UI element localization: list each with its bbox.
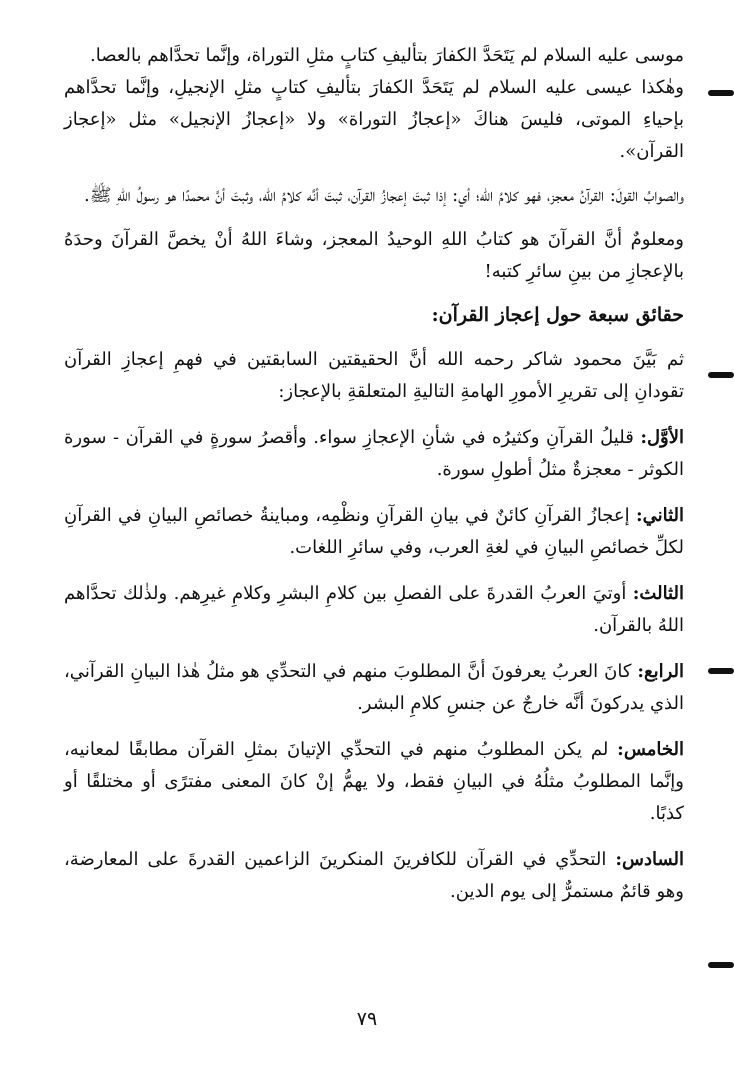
fact-fourth — [64, 656, 684, 720]
fact-label: الثالث: — [632, 583, 684, 604]
fact-label: الرابع: — [637, 661, 684, 682]
fact-fifth — [64, 734, 684, 830]
fact-third — [64, 578, 684, 642]
fact-text: لم يكن المطلوبُ منهم في التحدِّي الإتيانَ بمثلِ القرآن مطابقًا لمعانيه، وإنَّما المطلوبُ مثلُهُ في البيانِ فقط، ولا يهمُّ إنْ كانَ المعنى مفترًى أو مختلقًا أو كذبًا. — [64, 739, 684, 824]
edge-mark — [708, 962, 734, 968]
paragraph-correct-view: والصوابُ القولَ: القرآنُ معجز، فهو كلامُ الله؛ أي: إذا ثبتَ إعجازُ القرآن، ثبتَ أنَّه كلامُ الله، وثبتَ أنَّ محمدًا هو رسولُ اللهِ ﷺ. — [83, 185, 684, 206]
page-number: ٧٩ — [356, 1008, 378, 1030]
paragraph-known: ومعلومٌ أنَّ القرآنَ هو كتابُ اللهِ الوحيدُ المعجز، وشاءَ اللهُ أنْ يخصَّ القرآنَ وحدَهُ بالإعجازِ من بينِ سائرِ كتبه! — [64, 229, 684, 282]
page-body — [64, 40, 684, 908]
fact-text: إعجازُ القرآنِ كائنٌ في بيانِ القرآنِ ونظْمِه، ومباينةُ خصائصِ البيانِ في القرآنِ لكلِّ خصائصِ البيانِ في لغةِ العرب، وفي سائرِ اللغات. — [64, 505, 684, 558]
edge-mark — [708, 372, 734, 378]
fact-text: أوتيَ العربُ القدرةَ على الفصلِ بين كلامِ البشرِ وكلامِ غيرِهم. ولذٰلك تحدَّاهم اللهُ بالقرآن. — [64, 583, 684, 636]
fact-label: السادس: — [615, 849, 684, 870]
paragraph-jesus: وهٰكذا عيسى عليه السلام لم يَتَحَدَّ الكفارَ بتأليفِ كتابٍ مثلِ الإنجيلِ، وإنَّما تحدَّاهم بإحياءِ الموتى، فليسَ هناكَ «إعجازُ التوراة» ولا «إعجازُ الإنجيل» مثل «إعجاز القرآن». — [64, 77, 684, 162]
paragraph-intro: ثم بَيَّنَ محمود شاكر رحمه الله أنَّ الحقيقتين السابقتين في فهمِ إعجازِ القرآن تقودانِ إلى تقريرِ الأمورِ الهامةِ التاليةِ المتعلقةِ بالإعجاز: — [64, 349, 684, 402]
edge-mark — [708, 90, 734, 96]
fact-text: التحدِّي في القرآن للكافرينَ المنكرينَ الزاعمين القدرةَ على المعارضة، وهو قائمٌ مستمرٌّ إلى يوم الدين. — [64, 849, 684, 902]
fact-text: كانَ العربُ يعرفونَ أنَّ المطلوبَ منهم في التحدِّي هو مثلُ هٰذا البيانِ القرآني، الذي يدركونَ أنَّه خارجٌ عن جنسِ كلامِ البشر. — [64, 661, 684, 714]
fact-label: الأوَّل: — [640, 427, 684, 448]
edge-mark — [708, 668, 734, 674]
fact-first — [64, 422, 684, 486]
paragraph-moses: موسى عليه السلام لم يَتَحَدَّ الكفارَ بتأليفِ كتابٍ مثلِ التوراة، وإنَّما تحدَّاهم بالعصا. — [90, 45, 684, 66]
section-heading: حقائق سبعة حول إعجاز القرآن: — [431, 304, 684, 326]
fact-label: الثاني: — [635, 505, 684, 526]
fact-label: الخامس: — [617, 739, 684, 760]
fact-sixth — [64, 844, 684, 908]
fact-text: قليلُ القرآنِ وكثيرُه في شأنِ الإعجازِ سواء. وأقصرُ سورةٍ في القرآن - سورة الكوثر - معجزةٌ مثلُ أطولِ سورة. — [64, 427, 684, 480]
fact-second — [64, 500, 684, 564]
